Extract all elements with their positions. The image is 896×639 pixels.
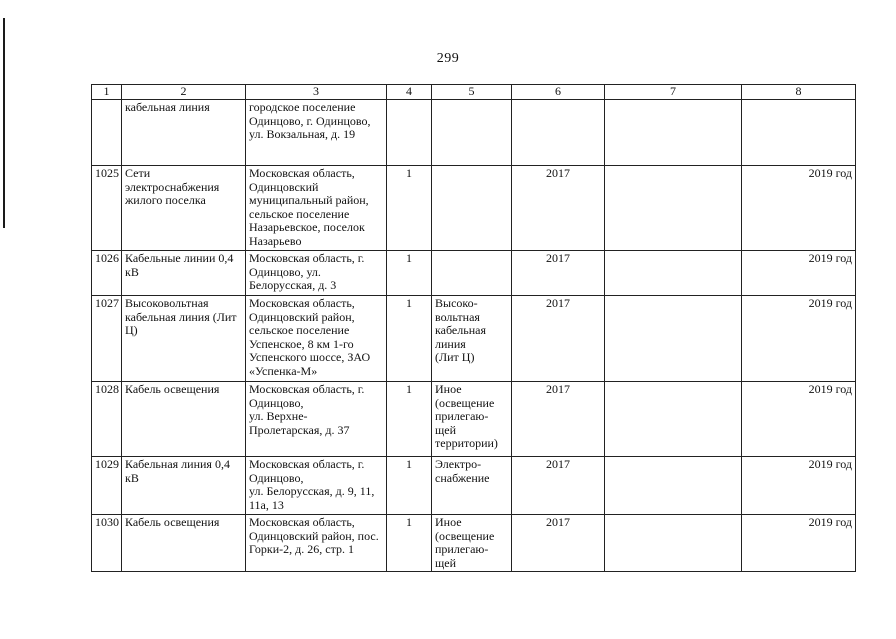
column-7-cell (605, 457, 742, 515)
table-row (92, 100, 856, 166)
column-7-cell (605, 251, 742, 296)
object-quantity: 1 (387, 166, 432, 251)
column-7-cell (605, 166, 742, 251)
object-deadline: 2019 год (742, 296, 856, 382)
table-row (92, 515, 856, 572)
object-deadline: 2019 год (742, 382, 856, 457)
object-year: 2017 (512, 296, 605, 382)
object-address: Московская область, г. Одинцово, ул. Белорусская, д. 9, 11, 11а, 13 (246, 457, 387, 515)
table-row (92, 382, 856, 457)
column-7-cell (605, 296, 742, 382)
column-header: 4 (387, 85, 432, 100)
object-deadline: 2019 год (742, 251, 856, 296)
object-purpose (432, 166, 512, 251)
object-address: Московская область, г. Одинцово, ул. Белорусская, д. 3 (246, 251, 387, 296)
column-header: 8 (742, 85, 856, 100)
row-number: 1026 (92, 251, 122, 296)
object-deadline (742, 100, 856, 166)
object-name: кабельная линия (122, 100, 246, 166)
scan-edge-mark (3, 18, 5, 228)
object-name: Кабель освещения (122, 382, 246, 457)
object-deadline: 2019 год (742, 166, 856, 251)
object-year: 2017 (512, 515, 605, 572)
object-year: 2017 (512, 166, 605, 251)
object-name: Высоковольтная кабельная линия (Лит Ц) (122, 296, 246, 382)
object-name: Сети электроснабжения жилого поселка (122, 166, 246, 251)
column-header: 5 (432, 85, 512, 100)
object-year: 2017 (512, 382, 605, 457)
object-purpose: Иное (освещение прилегаю- щей территории) (432, 382, 512, 457)
object-name: Кабель освещения (122, 515, 246, 572)
column-header: 7 (605, 85, 742, 100)
object-quantity: 1 (387, 515, 432, 572)
column-header: 6 (512, 85, 605, 100)
column-7-cell (605, 382, 742, 457)
row-number: 1029 (92, 457, 122, 515)
object-address: Московская область, Одинцовский район, сельское поселение Успенское, 8 км 1-го Успенского шоссе, ЗАО «Успенка-М» (246, 296, 387, 382)
row-number (92, 100, 122, 166)
object-deadline: 2019 год (742, 515, 856, 572)
object-deadline: 2019 год (742, 457, 856, 515)
table-row (92, 457, 856, 515)
object-name: Кабельная линия 0,4 кВ (122, 457, 246, 515)
object-purpose: Высоко- вольтная кабельная линия (Лит Ц) (432, 296, 512, 382)
object-quantity: 1 (387, 296, 432, 382)
row-number: 1028 (92, 382, 122, 457)
object-address: Московская область, Одинцовский муниципальный район, сельское поселение Назарьевское, поселок Назарьево (246, 166, 387, 251)
object-address: Московская область, Одинцовский район, пос. Горки-2, д. 26, стр. 1 (246, 515, 387, 572)
row-number: 1025 (92, 166, 122, 251)
object-quantity (387, 100, 432, 166)
object-name: Кабельные линии 0,4 кВ (122, 251, 246, 296)
object-quantity: 1 (387, 457, 432, 515)
table-row (92, 166, 856, 251)
object-year: 2017 (512, 457, 605, 515)
column-header: 1 (92, 85, 122, 100)
row-number: 1027 (92, 296, 122, 382)
row-number: 1030 (92, 515, 122, 572)
object-purpose: Электро- снабжение (432, 457, 512, 515)
column-7-cell (605, 515, 742, 572)
object-quantity: 1 (387, 382, 432, 457)
object-year (512, 100, 605, 166)
column-header: 3 (246, 85, 387, 100)
column-7-cell (605, 100, 742, 166)
page-number: 299 (436, 51, 460, 66)
object-purpose (432, 251, 512, 296)
object-purpose: Иное (освещение прилегаю- щей (432, 515, 512, 572)
object-address: городское поселение Одинцово, г. Одинцово, ул. Вокзальная, д. 19 (246, 100, 387, 166)
table-row (92, 251, 856, 296)
object-quantity: 1 (387, 251, 432, 296)
object-address: Московская область, г. Одинцово, ул. Верхне- Пролетарская, д. 37 (246, 382, 387, 457)
object-year: 2017 (512, 251, 605, 296)
column-header: 2 (122, 85, 246, 100)
object-purpose (432, 100, 512, 166)
column-number-row (92, 85, 856, 100)
table-row (92, 296, 856, 382)
registry-table (91, 84, 856, 572)
